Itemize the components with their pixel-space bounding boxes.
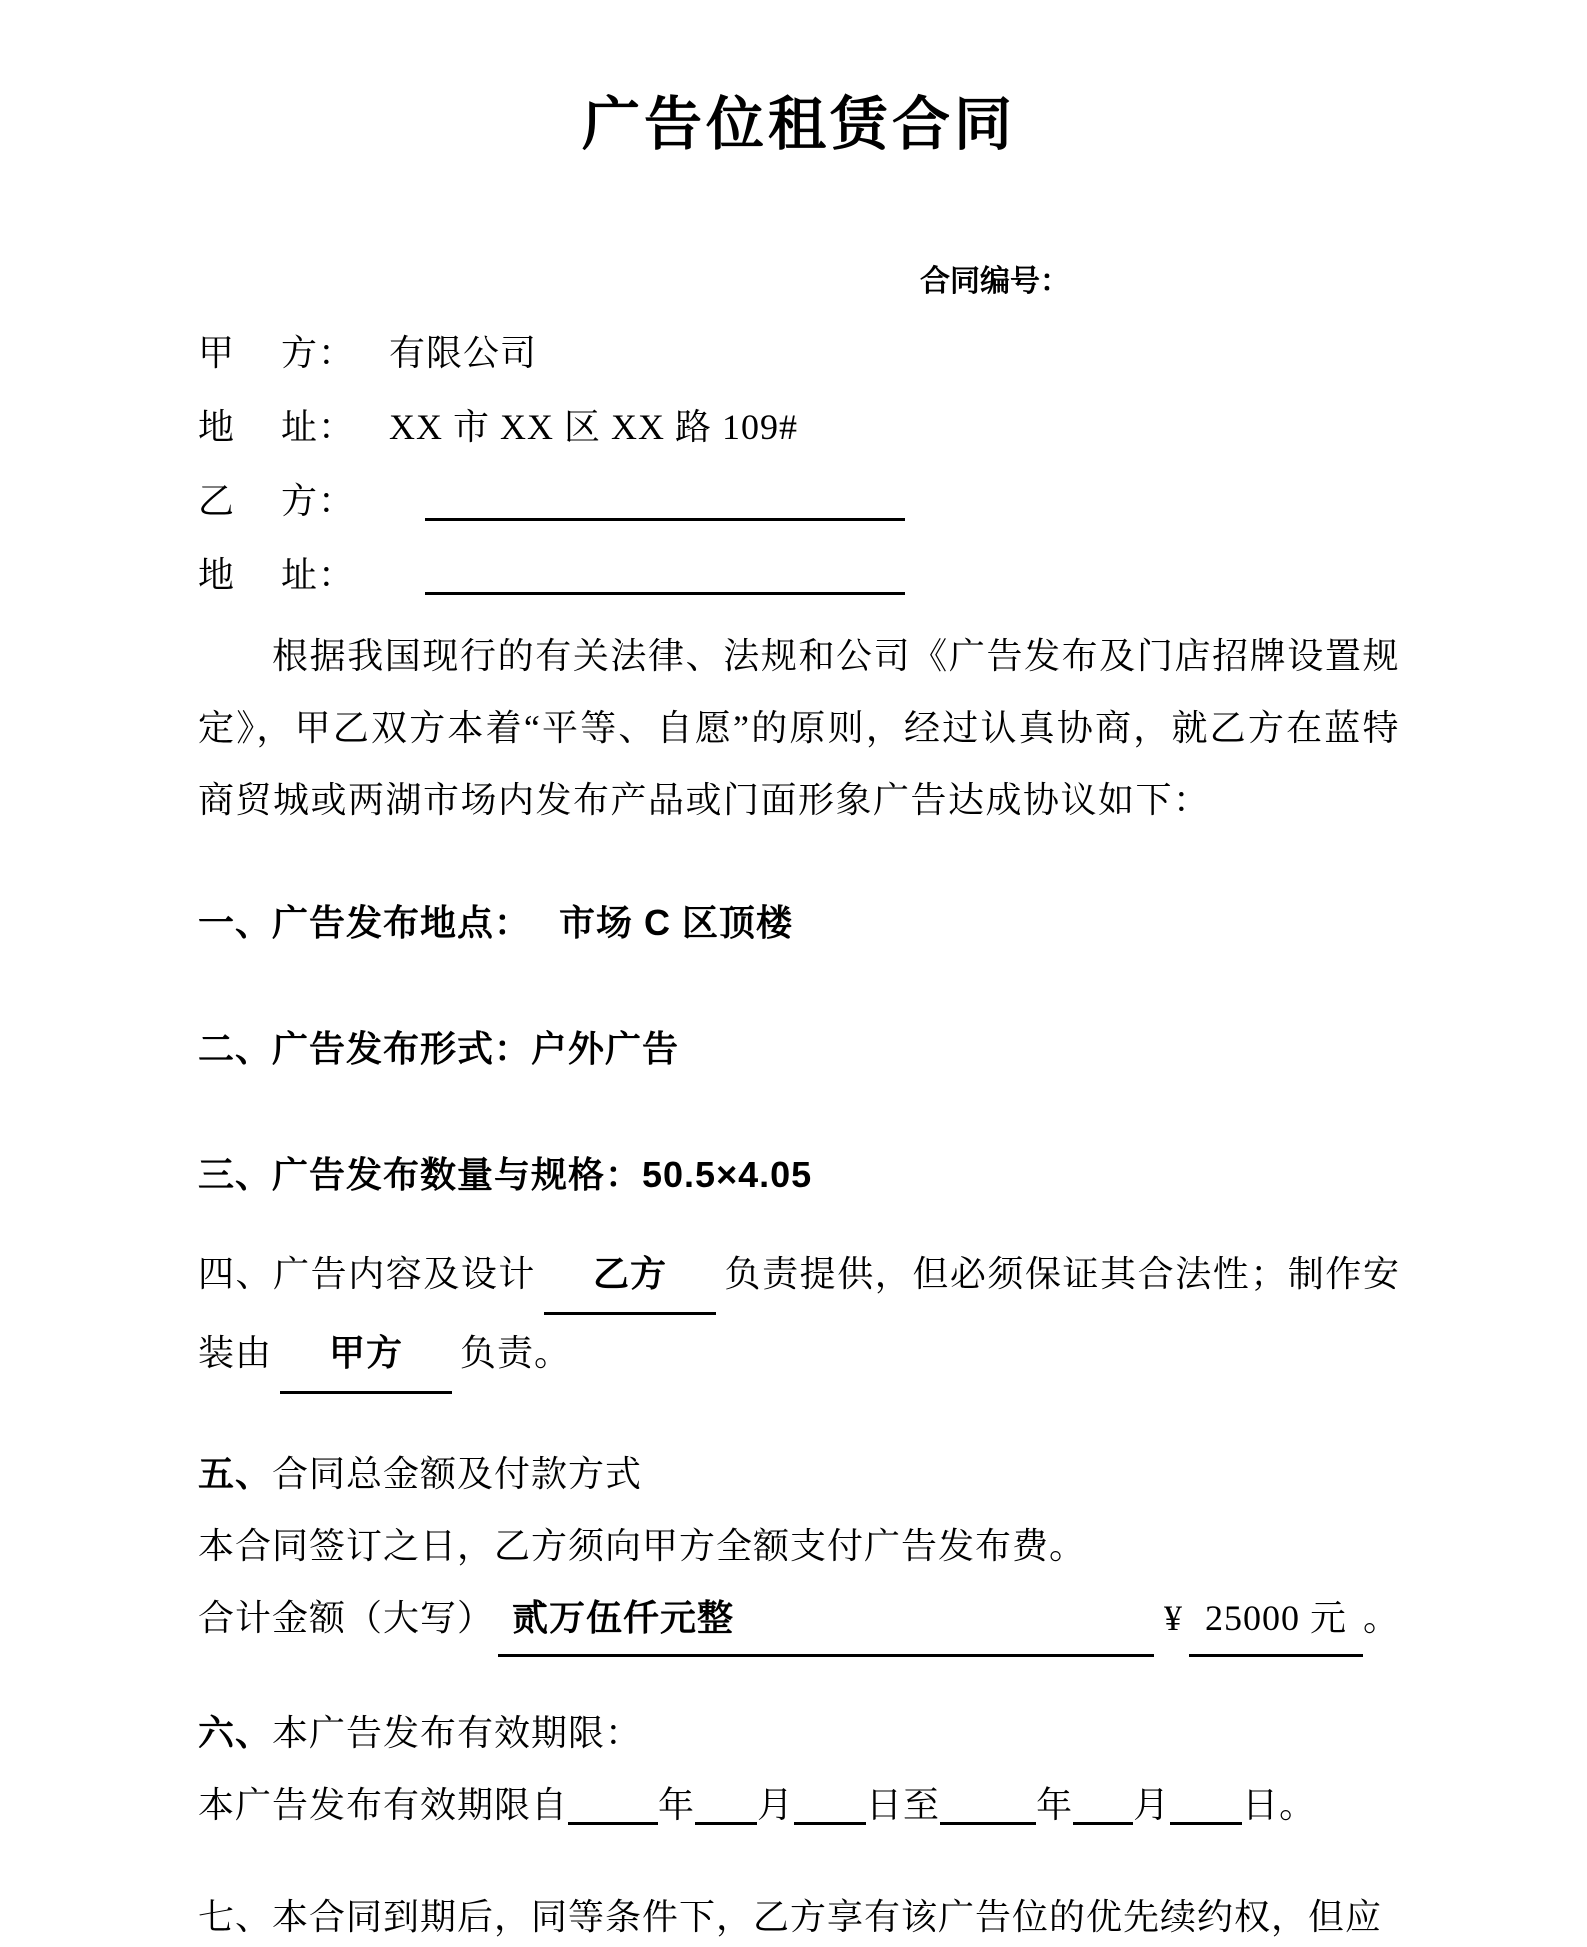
- section-2-ad-form: [198, 1012, 1400, 1086]
- amount-period: 。: [1362, 1598, 1400, 1638]
- party-b-address-char1: 地: [198, 555, 236, 595]
- section-3-heading: 三、广告发布数量与规格：: [198, 1154, 643, 1195]
- party-a-value: 有限公司: [389, 333, 538, 373]
- section-6-heading-row: [198, 1697, 1400, 1769]
- section-5-line1: 本合同签订之日，乙方须向甲方全额支付广告发布费。: [198, 1526, 1087, 1566]
- start-day-to-label: 日至: [866, 1785, 941, 1825]
- end-day-label: 日。: [1242, 1785, 1317, 1825]
- section-2-heading: 二、广告发布形式：: [198, 1028, 532, 1069]
- party-b-address-colon: ：: [318, 555, 356, 595]
- section-1-heading: 一、广告发布地点：: [198, 902, 532, 943]
- start-month-blank: [695, 1792, 757, 1825]
- end-month-blank: [1073, 1792, 1133, 1825]
- party-a-address-char2: 址: [280, 407, 318, 447]
- party-b-address-blank-line: [425, 554, 905, 595]
- end-month-label: 月: [1133, 1785, 1171, 1825]
- section-6-heading: 本广告发布有效期限：: [272, 1713, 643, 1753]
- section-4-blank-party-b: 乙方: [544, 1236, 716, 1315]
- party-a-label-char1: 甲: [198, 333, 236, 373]
- amount-label: 合计金额（大写）: [198, 1598, 495, 1638]
- party-b-address-char2: 址: [280, 555, 318, 595]
- section-3-ad-quantity-spec: [198, 1138, 1400, 1212]
- document-content: [198, 0, 1400, 1947]
- party-b-row: [198, 464, 1400, 538]
- amount-in-words-blank: 贰万伍仟元整: [498, 1582, 1154, 1657]
- party-b-address-row: [198, 538, 1400, 612]
- end-day-blank: [1170, 1792, 1242, 1825]
- section-6-number: 六、: [198, 1712, 273, 1753]
- party-a-label-char2: 方: [280, 333, 318, 373]
- section-2-value: 户外广告: [531, 1028, 680, 1069]
- party-b-blank-line: [425, 480, 905, 521]
- section-5-heading-row: [198, 1438, 1400, 1510]
- section-4-text-post: 负责。: [460, 1333, 572, 1373]
- party-b-label: [198, 464, 318, 538]
- start-year-label: 年: [658, 1785, 696, 1825]
- section-1-ad-location: [198, 886, 1400, 960]
- start-day-blank: [794, 1792, 866, 1825]
- section-4-blank-party-a: 甲方: [280, 1315, 452, 1394]
- party-a-address-value: XX 市 XX 区 XX 路 109#: [389, 407, 799, 447]
- parties-block: [198, 316, 1400, 612]
- amount-in-figures-blank: 25000 元: [1189, 1582, 1363, 1657]
- party-a-address-colon: ：: [318, 407, 356, 447]
- section-6-validity-period: [198, 1697, 1400, 1841]
- party-a-colon: ：: [318, 333, 356, 373]
- document-title: 广告位租赁合同: [581, 92, 1016, 157]
- section-6-date-line: [198, 1769, 1400, 1841]
- party-b-label-char1: 乙: [198, 481, 236, 521]
- party-b-address-label: [198, 538, 318, 612]
- end-year-label: 年: [1036, 1785, 1074, 1825]
- contract-number-label: 合同编号：: [920, 265, 1070, 298]
- party-b-label-char2: 方: [280, 481, 318, 521]
- party-a-address-row: [198, 390, 1400, 464]
- start-month-label: 月: [757, 1785, 795, 1825]
- end-year-blank: [940, 1792, 1036, 1825]
- section-5-amount-line: [198, 1582, 1400, 1657]
- section-4-text-mid: 负责提供，但必须保证其合法性；制作安装由: [198, 1254, 1400, 1373]
- party-a-label: [198, 316, 318, 390]
- section-7-renewal-right: 七、本合同到期后，同等条件下，乙方享有该广告位的优先续约权，但应: [198, 1897, 1383, 1937]
- party-a-row: [198, 316, 1400, 390]
- section-3-value: 50.5×4.05: [642, 1154, 813, 1195]
- party-b-colon: ：: [318, 481, 356, 521]
- section-4-content-design: [198, 1236, 1400, 1394]
- party-a-address-char1: 地: [198, 407, 236, 447]
- section-4-text-pre: 四、广告内容及设计: [198, 1254, 536, 1294]
- start-year-blank: [568, 1792, 658, 1825]
- date-line-pre: 本广告发布有效期限自: [198, 1785, 569, 1825]
- section-5-number: 五、: [198, 1453, 273, 1494]
- section-1-value: 市场 C 区顶楼: [559, 902, 794, 943]
- section-5-heading: 合同总金额及付款方式: [272, 1454, 643, 1494]
- preamble-paragraph: 根据我国现行的有关法律、法规和公司《广告发布及门店招牌设置规定》，甲乙双方本着“平等、自愿”的原则，经过认真协商，就乙方在蓝特商贸城或两湖市场内发布产品或门面形象广告达成协议如下：: [198, 636, 1400, 820]
- party-a-address-label: [198, 390, 318, 464]
- currency-symbol: ¥: [1163, 1598, 1183, 1638]
- section-5-amount-payment: [198, 1438, 1400, 1657]
